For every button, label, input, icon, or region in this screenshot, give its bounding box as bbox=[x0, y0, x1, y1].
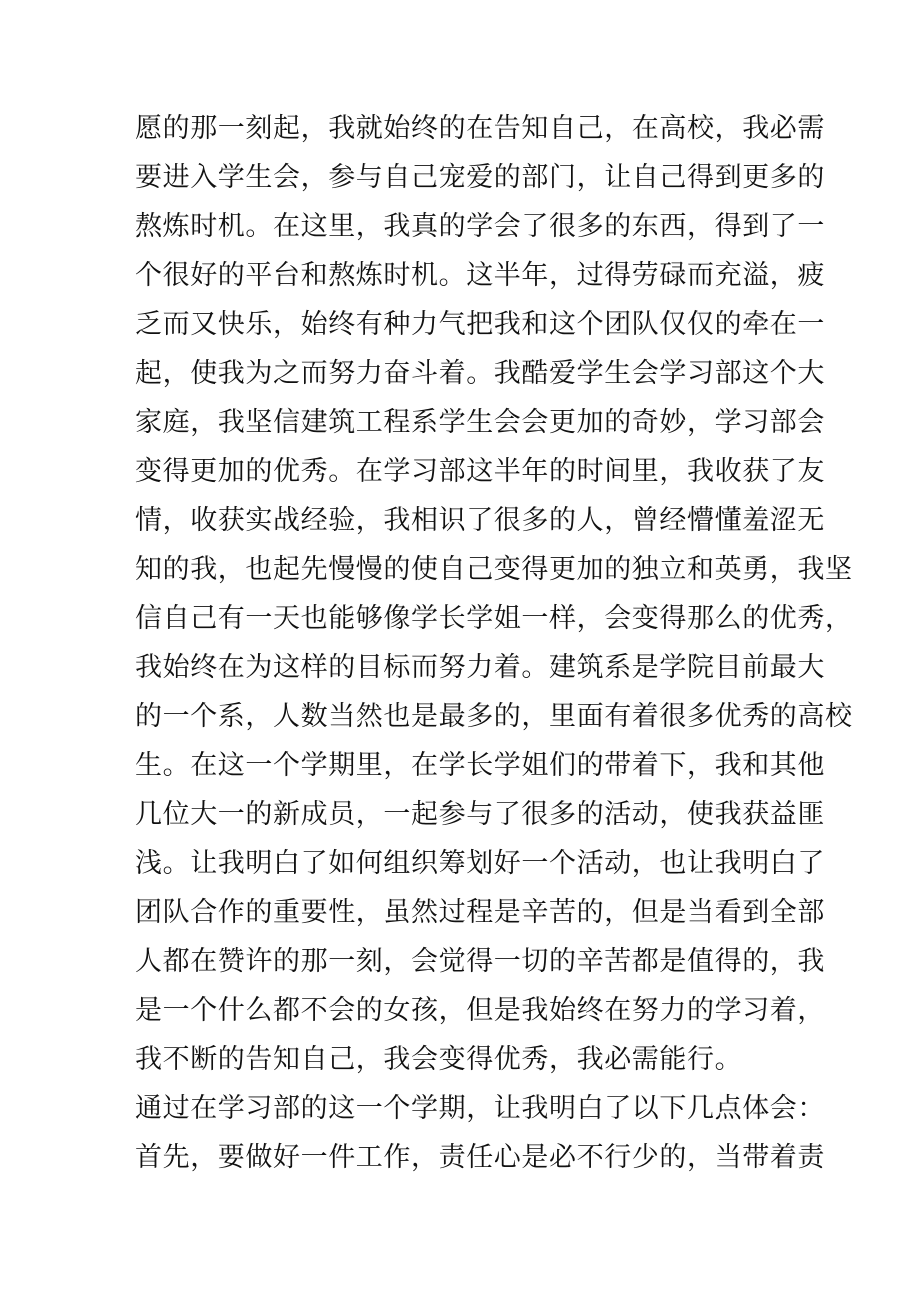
text-line: 团队合作的重要性，虽然过程是辛苦的，但是当看到全部 bbox=[135, 897, 825, 928]
text-line: 要进入学生会，参与自己宠爱的部门，让自己得到更多的 bbox=[135, 162, 825, 193]
text-line: 熬炼时机。在这里，我真的学会了很多的东西，得到了一 bbox=[135, 211, 825, 242]
text-line: 生。在这一个学期里，在学长学姐们的带着下，我和其他 bbox=[135, 750, 825, 781]
text-line: 家庭，我坚信建筑工程系学生会会更加的奇妙，学习部会 bbox=[135, 407, 825, 438]
text-line: 我始终在为这样的目标而努力着。建筑系是学院目前最大 bbox=[135, 652, 825, 683]
text-line: 人都在赞许的那一刻，会觉得一切的辛苦都是值得的，我 bbox=[135, 946, 825, 977]
text-line: 知的我，也起先慢慢的使自己变得更加的独立和英勇，我坚 bbox=[135, 554, 853, 585]
text-line: 首先，要做好一件工作，责任心是必不行少的，当带着责 bbox=[135, 1142, 825, 1173]
text-line: 个很好的平台和熬炼时机。这半年，过得劳碌而充溢，疲 bbox=[135, 260, 825, 291]
text-line: 愿的那一刻起，我就始终的在告知自己，在高校，我必需 bbox=[135, 113, 825, 144]
body-text bbox=[135, 104, 853, 1182]
text-line: 浅。让我明白了如何组织筹划好一个活动，也让我明白了 bbox=[135, 848, 825, 879]
text-line: 信自己有一天也能够像学长学姐一样，会变得那么的优秀， bbox=[135, 603, 853, 634]
text-line: 起，使我为之而努力奋斗着。我酷爱学生会学习部这个大 bbox=[135, 358, 825, 389]
text-line: 情，收获实战经验，我相识了很多的人，曾经懵懂羞涩无 bbox=[135, 505, 825, 536]
text-line: 是一个什么都不会的女孩，但是我始终在努力的学习着， bbox=[135, 995, 825, 1026]
text-line: 乏而又快乐，始终有种力气把我和这个团队仅仅的牵在一 bbox=[135, 309, 825, 340]
text-line: 我不断的告知自己，我会变得优秀，我必需能行。 bbox=[135, 1044, 743, 1075]
text-line: 通过在学习部的这一个学期，让我明白了以下几点体会： bbox=[135, 1093, 825, 1124]
text-line: 变得更加的优秀。在学习部这半年的时间里，我收获了友 bbox=[135, 456, 825, 487]
text-line: 几位大一的新成员，一起参与了很多的活动，使我获益匪 bbox=[135, 799, 825, 830]
text-line: 的一个系，人数当然也是最多的，里面有着很多优秀的高校 bbox=[135, 701, 853, 732]
